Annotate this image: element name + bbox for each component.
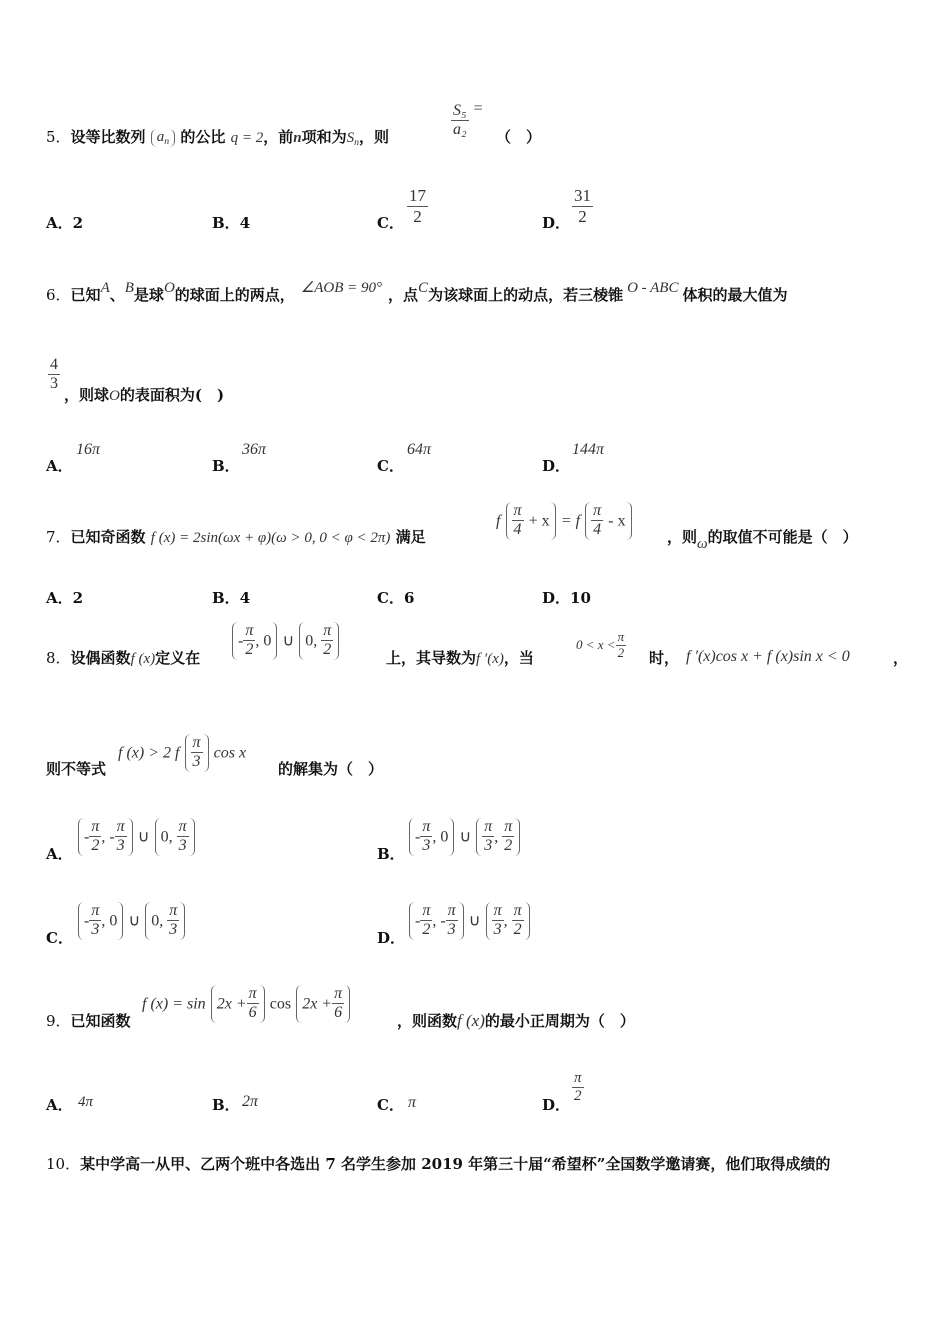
q9-function: f (x) = sin 2x + $\frac{\pi}{6}$ cos 2x + $\frac{\pi}{6}$ <box>142 985 350 1023</box>
q9-option-c[interactable]: C． <box>377 1096 404 1114</box>
q8-comma: ， <box>893 649 909 667</box>
q6-option-a[interactable]: A． <box>46 457 73 475</box>
q6-volume-fraction: $\frac{4}{3}$ <box>50 356 58 393</box>
q8-stem: 8．设偶函数f (x)定义在 <box>46 649 201 667</box>
q9-option-b-value: 2π <box>242 1093 259 1110</box>
q7-option-d[interactable]: D．10 <box>542 589 591 607</box>
q5-option-d-value: $\frac{31}{2}$ <box>574 186 591 226</box>
q8-option-a[interactable]: A． <box>46 845 73 863</box>
q8-option-c[interactable]: C． <box>46 929 73 947</box>
q9-option-c-value: π <box>408 1094 417 1111</box>
q8-stem-mid: 上，其导数为f ′(x)，当 <box>386 649 534 667</box>
q7-function: f (x) = 2sin(ωx + φ)(ω > 0, 0 < φ < 2π) <box>150 530 391 546</box>
q6-stem: 6．已知A、B是球O的球面上的两点， ∠AOB = 90° ，点C为该球面上的动点，若三棱锥 O - ABC 体积的最大值为 <box>46 280 788 304</box>
q9-stem-end: ，则函数f (x)的最小正周期为（ ） <box>397 1011 635 1030</box>
q5-option-c[interactable]: C． <box>377 214 404 232</box>
q8-condition: 0 < x < $\frac{\pi}{2}$ <box>576 629 625 660</box>
q7-stem: 7．已知奇函数 f (x) = 2sin(ωx + φ)(ω > 0, 0 < φ < 2π) 满足 <box>46 528 426 546</box>
q9-stem: 9．已知函数 <box>46 1012 131 1030</box>
q9-option-a[interactable]: A． <box>46 1096 73 1114</box>
q6-option-c-value: 64π <box>407 441 432 458</box>
q9-option-a-value: 4π <box>78 1094 94 1110</box>
q8-domain: - $\frac{\pi}{2}$ , 0 ∪ 0, $\frac{\pi}{2}$ <box>232 622 339 660</box>
q7-option-c[interactable]: C．6 <box>377 589 415 607</box>
q6-option-b[interactable]: B． <box>212 457 240 475</box>
q5-option-c-value: $\frac{17}{2}$ <box>409 186 426 226</box>
q9-option-b[interactable]: B． <box>212 1096 240 1114</box>
seq-a-n: $a_n$ <box>151 129 175 147</box>
q5-option-a[interactable]: A．2 <box>46 214 84 232</box>
q8-option-c-value: - $\frac{\pi}{3}$ , 0 ∪ 0, $\frac{\pi}{3}$ <box>78 902 185 940</box>
q7-stem-end: ，则ω的取值不可能是（ ） <box>667 528 858 552</box>
q8-option-b[interactable]: B． <box>377 845 405 863</box>
q8-stem-line2: 则不等式 <box>46 760 107 778</box>
q8-stem-when: 时， <box>649 649 680 667</box>
q5-option-d[interactable]: D． <box>542 214 571 232</box>
q5-fraction: $\frac{\text{S₅}}{\text{a₂}}$ = <box>453 100 483 139</box>
q8-option-b-value: - $\frac{\pi}{3}$ , 0 ∪ $\frac{\pi}{3}$ , $\frac{\pi}{2}$ <box>409 818 520 856</box>
q5-answer-paren: （ ） <box>496 128 542 146</box>
sum-S-n: $S_n$ <box>346 130 360 148</box>
q8-option-d[interactable]: D． <box>377 929 406 947</box>
q6-option-d-value: 144π <box>572 441 605 458</box>
q10-stem: 10．某中学高一从甲、乙两个班中各选出 7 名学生参加 2019 年第三十届“希望杯”全国数学邀请赛，他们取得成绩的 <box>46 1155 831 1173</box>
q8-option-a-value: - $\frac{\pi}{2}$ , - $\frac{\pi}{3}$ ∪ 0, $\frac{\pi}{3}$ <box>78 818 195 856</box>
q8-stem-end: 的解集为（ ） <box>278 760 384 778</box>
q9-option-d[interactable]: D． <box>542 1096 571 1114</box>
q7-option-a[interactable]: A．2 <box>46 589 84 607</box>
q5-stem: 5．设等比数列 $a_n$ 的公比 q = 2，前n项和为$S_n$，则 <box>46 128 390 148</box>
q6-stem-cont: ，则球O的表面积为( ) <box>64 386 225 404</box>
q8-inequality: f ′(x)cos x + f (x)sin x < 0 <box>686 648 850 665</box>
q5-number: 5． <box>46 128 71 146</box>
q8-inequality-2: f (x) > 2 f $\frac{\pi}{3}$ cos x <box>118 734 247 771</box>
q6-option-a-value: 16π <box>76 441 101 458</box>
q7-symmetry: f $\frac{\pi}{4}$ + x = f $\frac{\pi}{4}$ - x <box>496 502 632 540</box>
q7-option-b[interactable]: B．4 <box>212 589 251 607</box>
q6-option-c[interactable]: C． <box>377 457 404 475</box>
q6-option-d[interactable]: D． <box>542 457 571 475</box>
q8-option-d-value: - $\frac{\pi}{2}$ , - $\frac{\pi}{3}$ ∪ $\frac{\pi}{3}$ , $\frac{\pi}{2}$ <box>409 902 530 940</box>
pyramid-o-abc: O - ABC <box>627 280 679 296</box>
q5-option-b[interactable]: B．4 <box>212 214 251 232</box>
q9-option-d-value: $\frac{\pi}{2}$ <box>574 1070 582 1105</box>
ratio-q: q = 2 <box>230 130 264 146</box>
angle-aob: ∠AOB = 90° <box>300 280 383 296</box>
q6-option-b-value: 36π <box>242 441 267 458</box>
